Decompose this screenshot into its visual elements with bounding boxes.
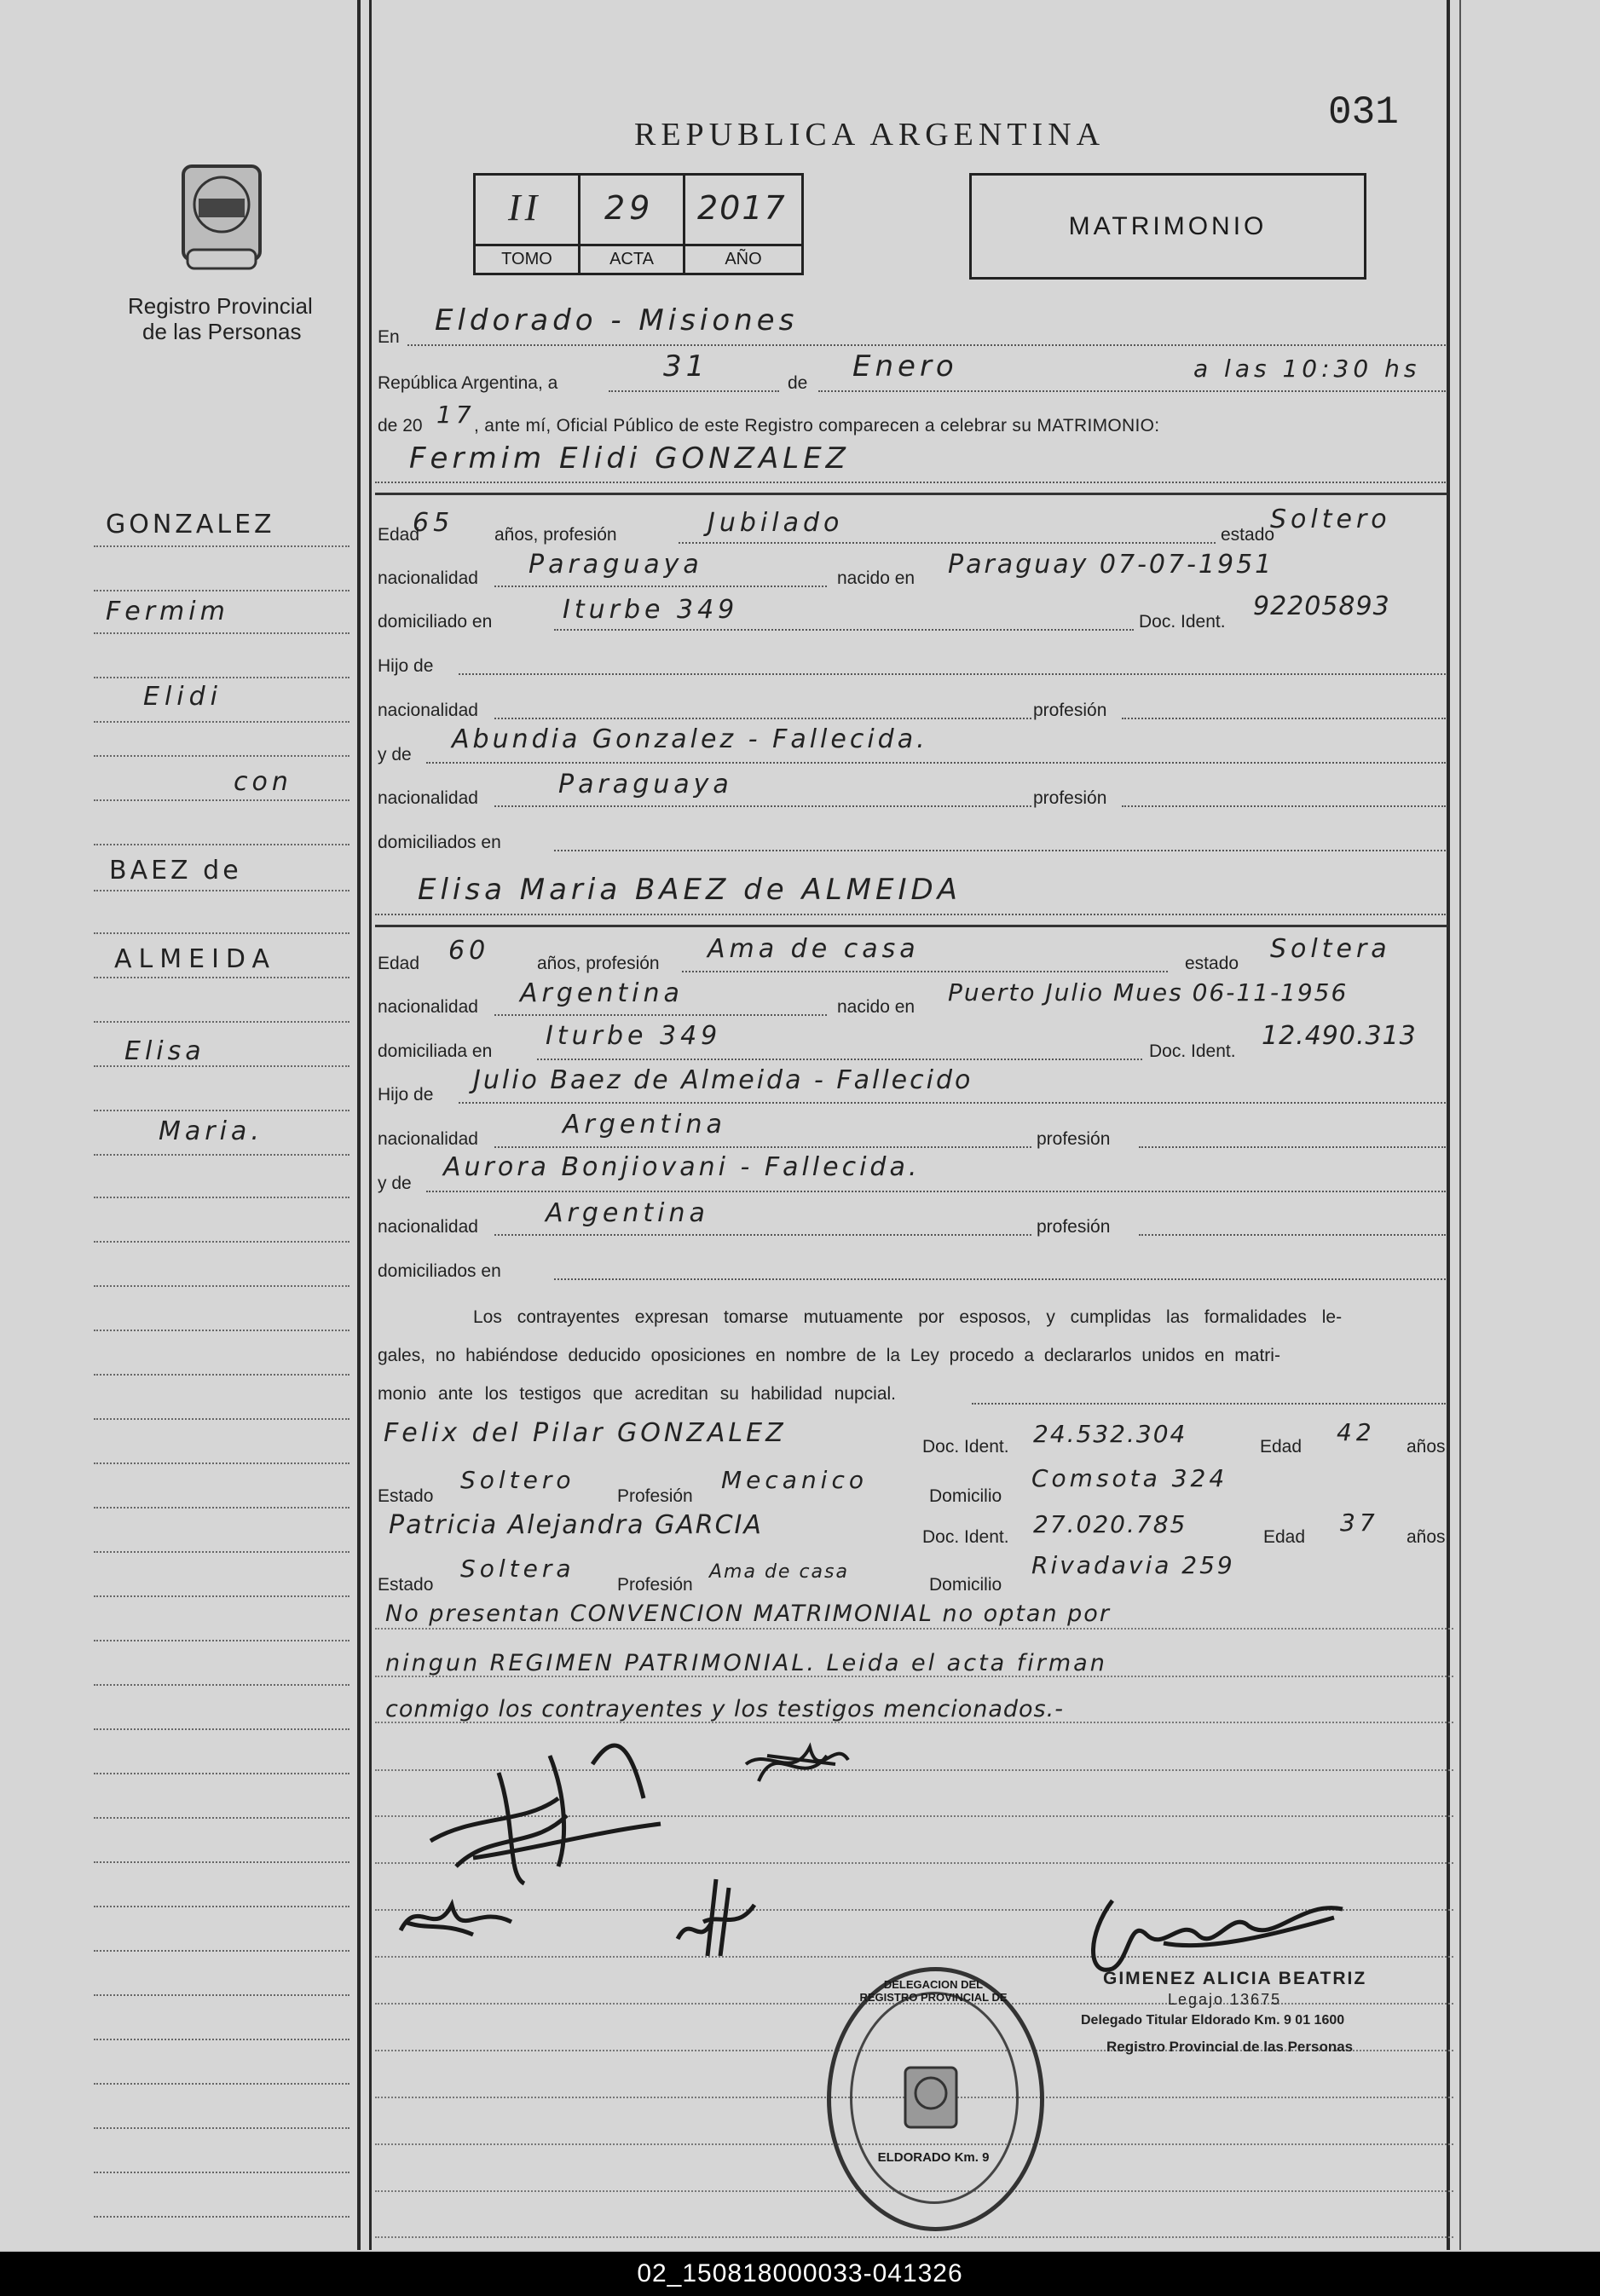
year-suffix: 17	[436, 401, 476, 429]
groom-doc-label: Doc. Ident.	[1139, 612, 1226, 632]
registry-name-line1: Registro Provincial	[128, 293, 313, 319]
ruled-line	[375, 1628, 1453, 1630]
groom-nac-line	[494, 586, 827, 587]
margin-ruled-line	[94, 890, 349, 891]
bride-estado-label: estado	[1185, 954, 1239, 973]
comparecen-text: , ante mí, Oficial Público de este Registro comparecen a celebrar su MATRIMONIO:	[474, 416, 1160, 436]
bride-nacionalidad: Argentina	[520, 978, 684, 1008]
margin-name-8: Maria.	[159, 1116, 263, 1146]
margin-ruled-line	[94, 1773, 349, 1774]
margin-ruled-line	[94, 932, 349, 934]
margin-ruled-line	[94, 1861, 349, 1863]
margin-ruled-line	[94, 1285, 349, 1287]
groom-madre-line	[426, 762, 1446, 764]
margin-name-2: Fermim	[106, 597, 229, 626]
bride-nacido: Puerto Julio Mues 06-11-1956	[948, 978, 1349, 1007]
bride-estado: Soltera	[1270, 934, 1391, 964]
margin-ruled-line	[94, 1684, 349, 1686]
bride-madre-prof-label: profesión	[1037, 1217, 1111, 1237]
witness1-profesion: Mecanico	[721, 1466, 868, 1494]
margin-ruled-line	[94, 1906, 349, 1907]
witness2-profesion: Ama de casa	[709, 1561, 849, 1583]
groom-madre: Abundia Gonzalez - Fallecida.	[452, 724, 928, 754]
margin-ruled-line	[94, 2083, 349, 2085]
witness2-profesion-label: Profesión	[617, 1575, 693, 1595]
note-line-1: No presentan CONVENCION MATRIMONIAL no optan por	[385, 1601, 1111, 1627]
witness2-estado: Soltera	[460, 1555, 575, 1583]
margin-ruled-line	[94, 1197, 349, 1198]
groom-padre-prof-line	[1122, 718, 1446, 719]
bride-domicilio: Iturbe 349	[546, 1021, 722, 1051]
groom-doc: 92205893	[1253, 591, 1390, 621]
anio-label: AÑO	[685, 244, 801, 272]
day-line	[609, 390, 779, 392]
margin-ruled-line	[94, 1154, 349, 1156]
bride-madre-nac-line	[494, 1234, 1031, 1236]
republica-label: República Argentina, a	[378, 373, 558, 393]
groom-yde-label: y de	[378, 745, 412, 764]
bride-madre-line	[426, 1191, 1446, 1192]
bride-profesion: Ama de casa	[708, 934, 920, 964]
witness1-estado-label: Estado	[378, 1486, 434, 1506]
bride-full-name: Elisa Maria BAEZ de ALMEIDA	[418, 873, 962, 907]
official-stamp	[827, 1967, 1044, 2231]
margin-ruled-line	[94, 1374, 349, 1376]
inner-left-border	[369, 0, 372, 2250]
groom-domicilio: Iturbe 349	[563, 595, 739, 625]
signature-bride	[742, 1730, 852, 1798]
margin-ruled-line	[94, 590, 349, 591]
margin-ruled-line	[94, 1640, 349, 1641]
groom-profesion-label: años, profesión	[494, 525, 617, 545]
bride-edad: 60	[448, 936, 490, 966]
margin-ruled-line	[94, 1994, 349, 1996]
margin-ruled-line	[94, 632, 349, 634]
province-seal-icon	[166, 158, 277, 277]
right-border	[1447, 0, 1450, 2250]
witness2-doc: 27.020.785	[1033, 1510, 1187, 1538]
groom-edad: 65	[413, 508, 454, 538]
bride-padre: Julio Baez de Almeida - Fallecido	[473, 1065, 973, 1095]
ruled-line	[375, 1676, 1453, 1677]
groom-madre-nac-line	[494, 805, 1031, 807]
margin-ruled-line	[94, 1551, 349, 1553]
declaration-line1: Los contrayentes expresan tomarse mutuamente por esposos, y cumplidas las formalidades le-	[473, 1307, 1343, 1327]
bride-nacido-label: nacido en	[837, 997, 916, 1017]
witness1-name: Felix del Pilar GONZALEZ	[384, 1418, 787, 1448]
groom-padre-nac-label: nacionalidad	[378, 701, 478, 720]
bride-nac-line	[494, 1014, 827, 1016]
en-label: En	[378, 327, 400, 347]
witness2-edad: 37	[1340, 1509, 1379, 1537]
left-margin-border	[357, 0, 361, 2250]
tomo-value: II	[508, 187, 542, 228]
margin-ruled-line	[94, 1728, 349, 1730]
note-line-2: ningun REGIMEN PATRIMONIAL. Leida el acta firman	[385, 1650, 1107, 1676]
groom-domiciliados-line	[554, 850, 1446, 851]
official-legajo: Legajo 13675	[1168, 1991, 1282, 2008]
groom-nacionalidad-label: nacionalidad	[378, 568, 478, 588]
groom-nacionalidad: Paraguaya	[529, 550, 703, 580]
act-type: MATRIMONIO	[1068, 212, 1268, 240]
bride-padre-nac-label: nacionalidad	[378, 1129, 478, 1149]
groom-padre-prof-label: profesión	[1033, 701, 1107, 720]
groom-madre-nac-label: nacionalidad	[378, 788, 478, 808]
witness1-doc-label: Doc. Ident.	[922, 1437, 1009, 1457]
bride-hijo-label: Hijo de	[378, 1085, 434, 1105]
bride-dom-line	[537, 1059, 1142, 1060]
margin-name-3: Elidi	[143, 682, 223, 712]
margin-ruled-line	[94, 721, 349, 723]
margin-ruled-line	[94, 1241, 349, 1243]
place-value: Eldorado - Misiones	[435, 303, 799, 337]
margin-ruled-line	[94, 1021, 349, 1023]
signature-groom	[422, 1722, 703, 1892]
declaration-line2: gales, no habiéndose deducido oposiciones en nombre de la Ley procedo a declararlos unidos en matri-	[378, 1346, 1280, 1365]
declaration-end-line	[972, 1403, 1446, 1405]
tomo-label: TOMO	[476, 244, 578, 272]
bride-padre-prof-label: profesión	[1037, 1129, 1111, 1149]
country-title: REPUBLICA ARGENTINA	[634, 117, 1106, 153]
margin-name-5: BAEZ de	[109, 856, 242, 886]
anio-value: 2017	[697, 189, 787, 227]
margin-name-7: Elisa	[124, 1036, 205, 1066]
groom-full-name: Fermim Elidi GONZALEZ	[409, 441, 850, 476]
margin-ruled-line	[94, 844, 349, 845]
stamp-ring-text: DELEGACION DEL REGISTRO PROVINCIAL DE	[859, 1978, 1008, 2004]
witness1-domicilio: Comsota 324	[1031, 1464, 1228, 1492]
groom-padre-nac-line	[494, 718, 1031, 719]
ruled-line	[375, 2236, 1453, 2238]
bride-divider	[375, 925, 1447, 927]
margin-ruled-line	[94, 1110, 349, 1111]
witness1-profesion-label: Profesión	[617, 1486, 693, 1506]
margin-ruled-line	[94, 1817, 349, 1819]
groom-profesion: Jubilado	[708, 508, 844, 538]
margin-ruled-line	[94, 2172, 349, 2173]
witness2-estado-label: Estado	[378, 1575, 434, 1595]
groom-madre-prof-label: profesión	[1033, 788, 1107, 808]
month-value: Enero	[852, 349, 958, 384]
official-registro: Registro Provincial de las Personas	[1106, 2039, 1354, 2055]
signature-witness1	[392, 1888, 520, 1947]
groom-estado-label: estado	[1221, 525, 1275, 545]
margin-ruled-line	[94, 1462, 349, 1464]
bride-domiciliados-label: domiciliados en	[378, 1261, 501, 1281]
year-prefix: de 20	[378, 416, 423, 436]
place-line	[407, 344, 1446, 346]
margin-ruled-line	[94, 1418, 349, 1420]
witness2-edad-label: Edad	[1263, 1527, 1306, 1547]
groom-domiciliados-label: domiciliados en	[378, 833, 501, 852]
anio-cell	[685, 176, 801, 273]
margin-ruled-line	[94, 1330, 349, 1331]
witness1-estado: Soltero	[460, 1466, 575, 1494]
groom-profesion-line	[679, 542, 1216, 544]
act-type-box	[969, 173, 1366, 280]
witness1-edad-label: Edad	[1260, 1437, 1303, 1457]
stamp-emblem-icon	[901, 2063, 961, 2132]
de-label: de	[788, 373, 808, 393]
groom-nacido: Paraguay 07-07-1951	[948, 550, 1274, 580]
page-number: 031	[1328, 90, 1399, 135]
bride-domicilio-label: domiciliada en	[378, 1041, 493, 1061]
margin-ruled-line	[94, 2039, 349, 2040]
groom-nacido-label: nacido en	[837, 568, 916, 588]
groom-edad-label: Edad	[378, 525, 420, 545]
margin-ruled-line	[94, 1950, 349, 1952]
bride-nacionalidad-label: nacionalidad	[378, 997, 478, 1017]
bride-padre-prof-line	[1139, 1146, 1446, 1148]
groom-name-line	[375, 482, 1446, 483]
month-line	[818, 390, 1446, 392]
witness2-name: Patricia Alejandra GARCIA	[389, 1510, 763, 1540]
bride-padre-line	[459, 1102, 1446, 1104]
file-id-footer: 02_150818000033-041326	[0, 2252, 1600, 2296]
stamp-center-text: ELDORADO Km. 9	[877, 2150, 990, 2165]
witness2-doc-label: Doc. Ident.	[922, 1527, 1009, 1547]
groom-madre-nac: Paraguaya	[558, 770, 733, 799]
bride-doc-label: Doc. Ident.	[1149, 1041, 1236, 1061]
margin-ruled-line	[94, 2127, 349, 2129]
margin-ruled-line	[94, 1595, 349, 1597]
groom-domicilio-label: domiciliado en	[378, 612, 493, 632]
groom-padre-line	[459, 673, 1446, 675]
margin-ruled-line	[94, 677, 349, 678]
note-line-3: conmigo los contrayentes y los testigos mencionados.-	[385, 1696, 1064, 1722]
acta-value: 29	[604, 189, 655, 227]
witness2-domicilio-label: Domicilio	[929, 1575, 1002, 1595]
margin-ruled-line	[94, 755, 349, 757]
bride-madre-nac: Argentina	[546, 1198, 709, 1228]
groom-divider	[375, 493, 1447, 495]
groom-estado: Soltero	[1270, 505, 1391, 534]
groom-madre-prof-line	[1122, 805, 1446, 807]
witness2-anios-label: años	[1406, 1527, 1446, 1547]
bride-padre-nac-line	[494, 1146, 1031, 1148]
witness1-doc: 24.532.304	[1033, 1420, 1187, 1448]
margin-ruled-line	[94, 799, 349, 801]
bride-profesion-label: años, profesión	[537, 954, 660, 973]
margin-ruled-line	[94, 977, 349, 978]
margin-ruled-line	[94, 2216, 349, 2218]
declaration-line3: monio ante los testigos que acreditan su habilidad nupcial.	[378, 1384, 897, 1404]
groom-dom-line	[554, 629, 1134, 631]
bride-madre: Aurora Bonjiovani - Fallecida.	[443, 1152, 921, 1182]
bride-profesion-line	[682, 971, 1168, 972]
bride-domiciliados-line	[554, 1278, 1446, 1280]
official-name: GIMENEZ ALICIA BEATRIZ	[1103, 1969, 1367, 1988]
tomo-cell	[476, 176, 581, 273]
official-delegacion: Delegado Titular Eldorado Km. 9 01 1600	[1081, 2013, 1345, 2028]
bride-name-line	[375, 914, 1446, 915]
outer-right-border	[1459, 0, 1461, 2250]
bride-yde-label: y de	[378, 1174, 412, 1193]
witness1-anios-label: años	[1406, 1437, 1446, 1457]
time-value: a las 10:30 hs	[1193, 355, 1421, 383]
margin-ruled-line	[94, 1065, 349, 1067]
bride-doc: 12.490.313	[1262, 1021, 1417, 1051]
witness1-domicilio-label: Domicilio	[929, 1486, 1002, 1506]
margin-ruled-line	[94, 545, 349, 547]
margin-name-6: ALMEIDA	[114, 944, 277, 974]
margin-name-4: con	[234, 767, 292, 797]
acta-label: ACTA	[581, 244, 683, 272]
bride-madre-nac-label: nacionalidad	[378, 1217, 478, 1237]
acta-cell	[581, 176, 685, 273]
witness2-domicilio: Rivadavia 259	[1031, 1551, 1235, 1579]
witness1-edad: 42	[1337, 1418, 1376, 1446]
day-value: 31	[663, 349, 709, 384]
margin-name-1: GONZALEZ	[106, 510, 275, 539]
bride-edad-label: Edad	[378, 954, 420, 973]
registry-name-line2: de las Personas	[142, 319, 302, 344]
groom-hijo-label: Hijo de	[378, 656, 434, 676]
margin-ruled-line	[94, 1507, 349, 1509]
bride-madre-prof-line	[1139, 1234, 1446, 1236]
signature-witness2	[669, 1871, 763, 1964]
bride-padre-nac: Argentina	[563, 1110, 726, 1139]
record-box	[473, 173, 804, 275]
